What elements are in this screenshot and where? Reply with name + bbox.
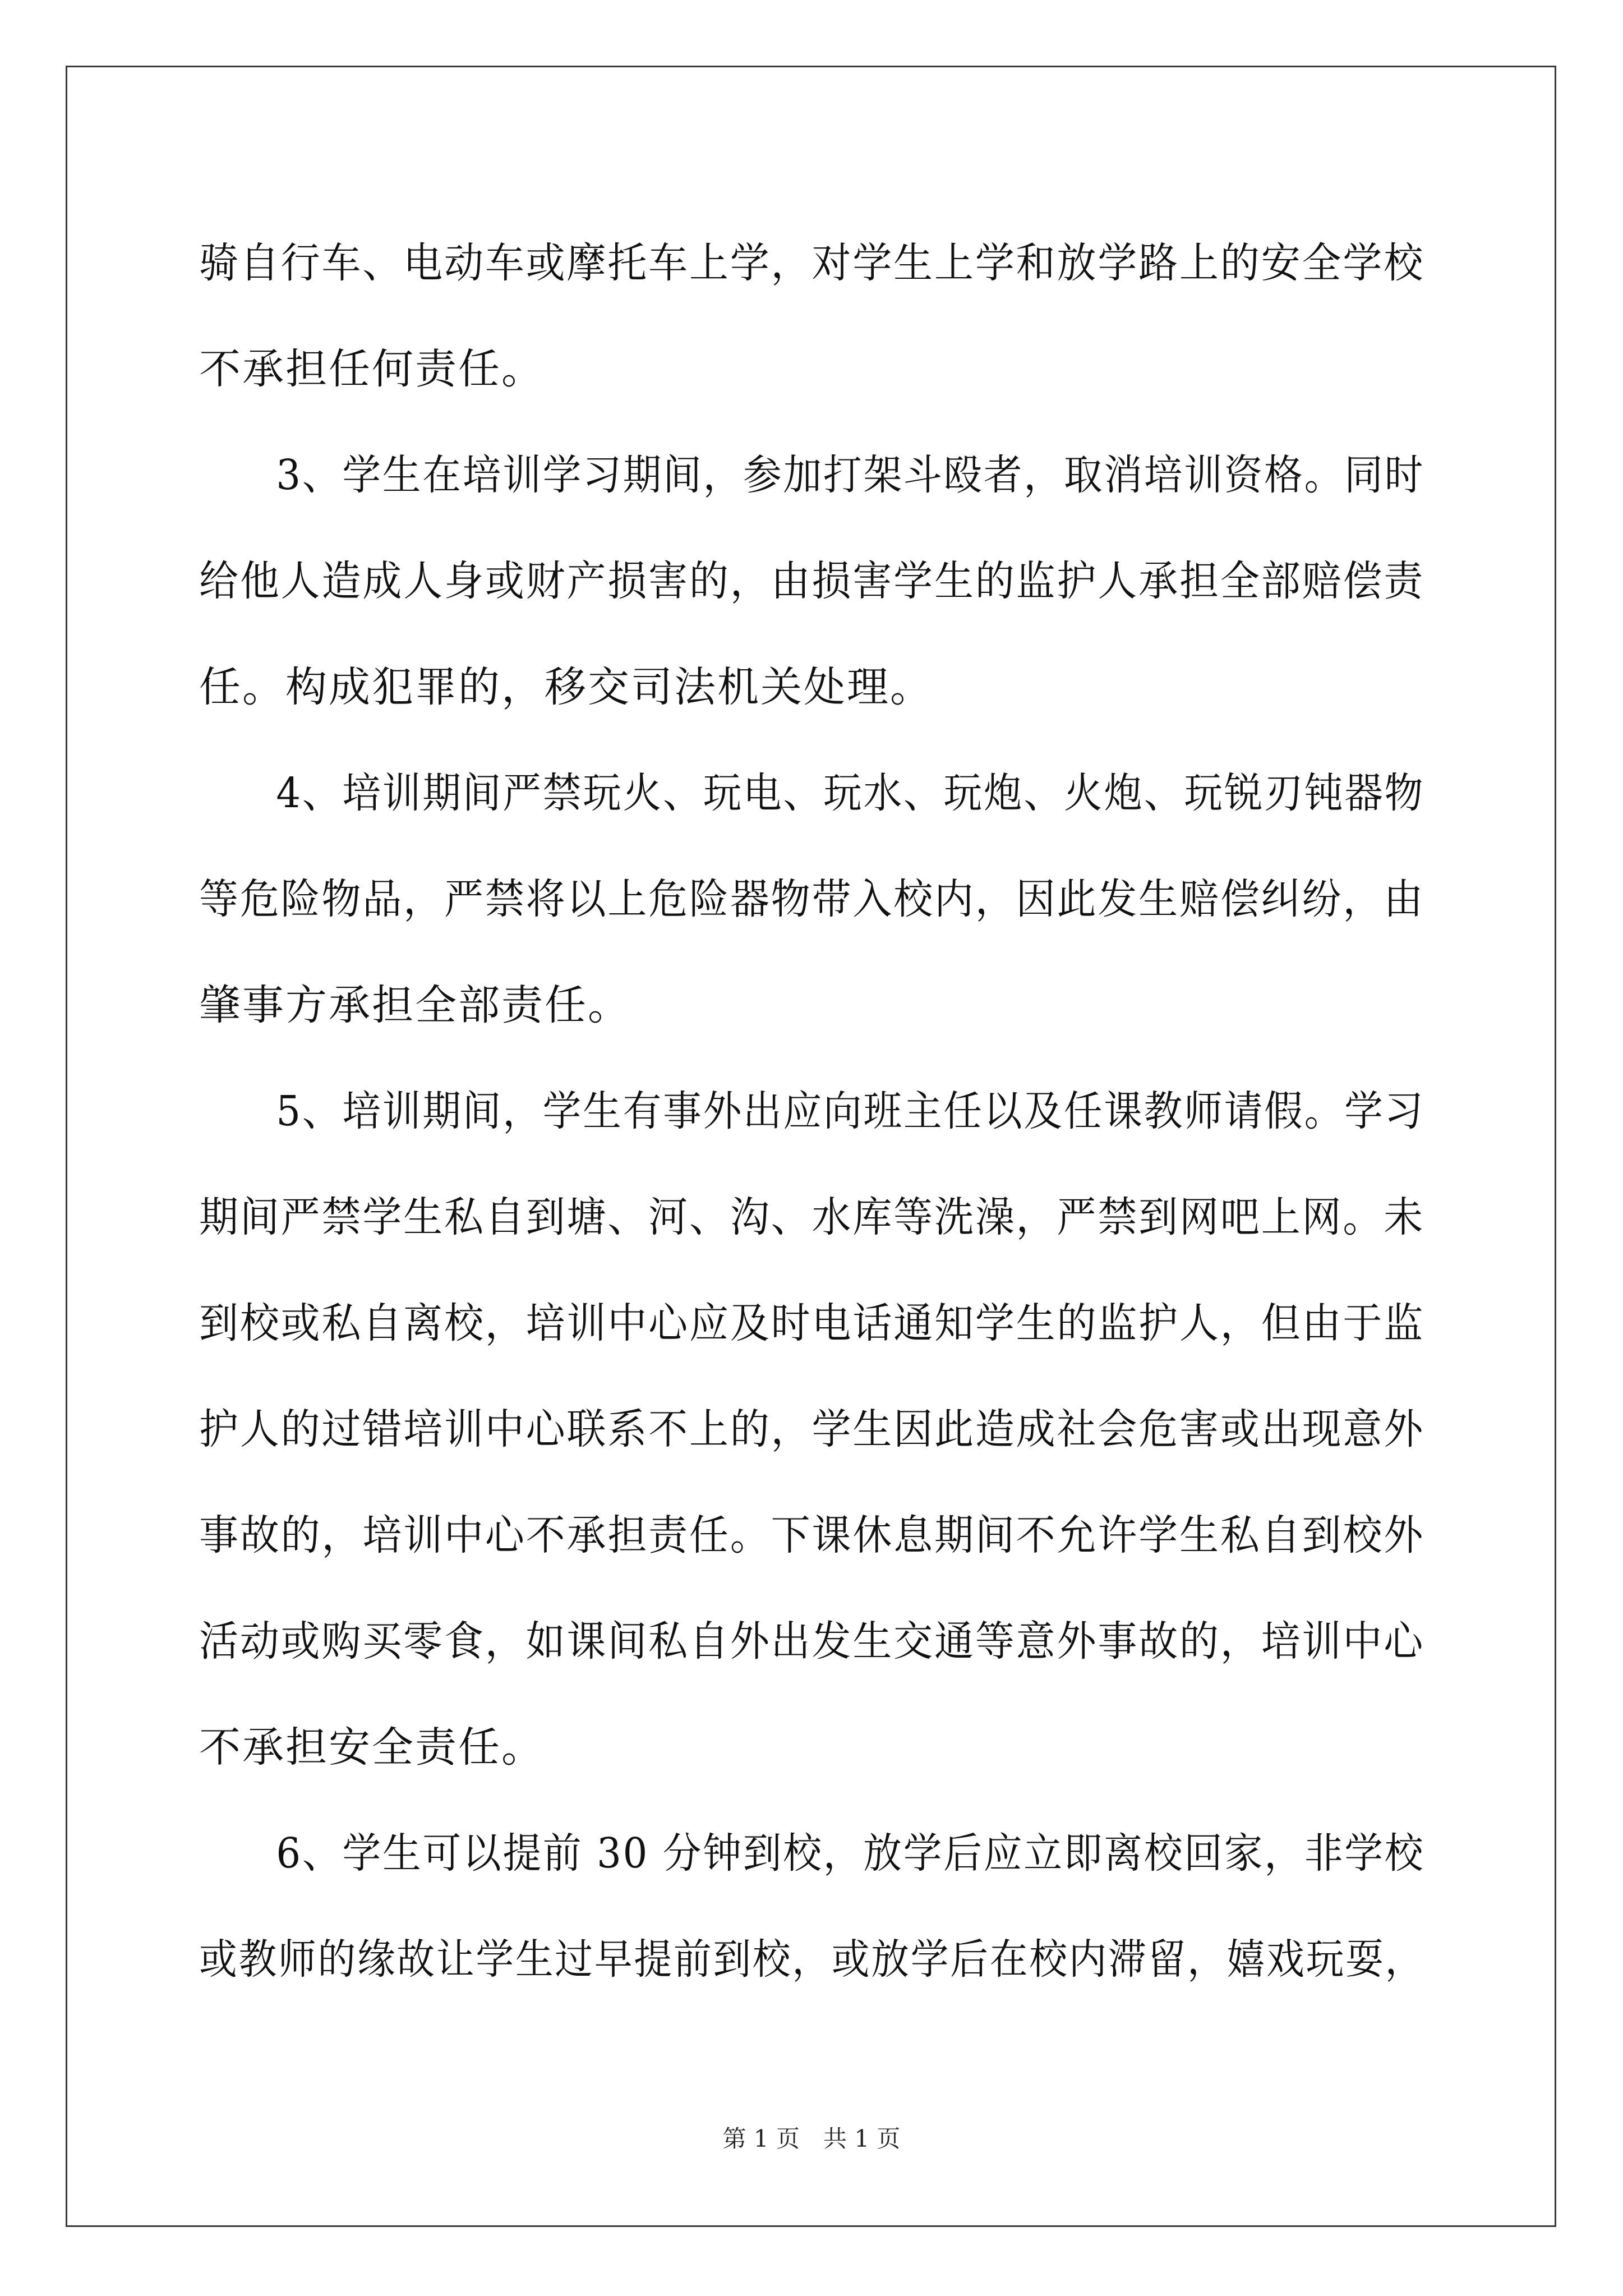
paragraph-1 bbox=[199, 422, 1424, 740]
text-line: 给他人造成人身或财产损害的，由损害学生的监护人承担全部赔偿责 bbox=[199, 557, 1425, 605]
text-line: 4、培训期间严禁玩火、玩电、玩水、玩炮、火炮、玩锐刃钝器物 bbox=[276, 769, 1425, 817]
text-line: 等危险物品，严禁将以上危险器物带入校内，因此发生赔偿纠纷，由 bbox=[199, 875, 1425, 923]
text-line: 护人的过错培训中心联系不上的，学生因此造成社会危害或出现意外 bbox=[199, 1405, 1425, 1453]
text-line: 不承担任何责任。 bbox=[199, 345, 545, 393]
text-line: 任。构成犯罪的，移交司法机关处理。 bbox=[199, 663, 933, 711]
text-line: 3、学生在培训学习期间，参加打架斗殴者，取消培训资格。同时 bbox=[276, 451, 1425, 499]
paragraph-0 bbox=[199, 210, 1424, 422]
text-line: 骑自行车、电动车或摩托车上学，对学生上学和放学路上的安全学校 bbox=[199, 239, 1425, 287]
document-body bbox=[199, 210, 1424, 2013]
paragraph-2 bbox=[199, 740, 1424, 1059]
text-line: 或教师的缘故让学生过早提前到校，或放学后在校内滞留，嬉戏玩耍， bbox=[199, 1935, 1425, 1984]
text-line: 到校或私自离校，培训中心应及时电话通知学生的监护人，但由于监 bbox=[199, 1299, 1425, 1347]
text-line: 活动或购买零食，如课间私自外出发生交通等意外事故的，培训中心 bbox=[199, 1617, 1425, 1665]
text-line: 事故的，培训中心不承担责任。下课休息期间不允许学生私自到校外 bbox=[199, 1511, 1425, 1559]
paragraph-3 bbox=[199, 1059, 1424, 1801]
text-line: 6、学生可以提前 30 分钟到校，放学后应立即离校回家，非学校 bbox=[276, 1829, 1425, 1878]
text-line: 不承担安全责任。 bbox=[199, 1723, 545, 1772]
text-line: 肇事方承担全部责任。 bbox=[199, 981, 631, 1029]
page-number-footer: 第 1 页 共 1 页 bbox=[722, 2125, 901, 2152]
text-line: 5、培训期间，学生有事外出应向班主任以及任课教师请假。学习 bbox=[276, 1087, 1425, 1135]
paragraph-4 bbox=[199, 1801, 1424, 2013]
text-line: 期间严禁学生私自到塘、河、沟、水库等洗澡，严禁到网吧上网。未 bbox=[199, 1193, 1425, 1241]
